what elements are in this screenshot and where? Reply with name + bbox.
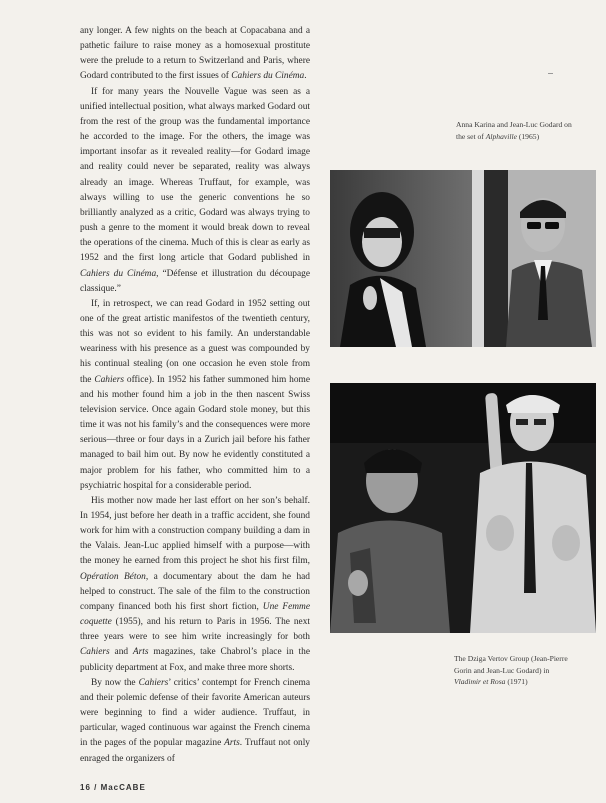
paragraph-4 [80,494,310,676]
photo-karina-godard [330,170,596,347]
photo-dziga-vertov-group [330,383,596,633]
caption-text: The Dziga Vertov Group (Jean-Pierre Gorin and Jean-Luc Godard) in [454,654,568,675]
paragraph-2 [80,85,310,297]
text-run: His mother now made her last effort on her son’s behalf. In 1954, just before her death in a traffic accident, she found work for him with a construction company building a dam in the Valais. Jean-Luc applied himself with a purpose—with the money he earned from this project he shot his first film, [80,495,310,567]
text-run: magazines, take Chabrol’s place in the publicity department at Fox, and make three more shorts. [80,647,311,673]
caption-text: Anna Karina and Jean-Luc Godard on the set of [456,120,572,141]
photo-karina-godard-image [330,170,596,347]
caption-year: (1971) [505,677,528,686]
caption-film-title: Alphaville [485,131,517,141]
text-run: and [109,647,133,658]
text-run: . Truffaut not only enraged the organizers of [80,738,310,764]
text-run: ’ critics’ contempt for French cinema and their polemic defense of their favorite American auteurs were beginning to find a wider audience. Truffaut, in particular, waged continuous war against the French cinema in the pages of the popular magazine [80,677,310,749]
paragraph-1 [80,24,310,85]
italic-title: Une Femme coquette [80,601,310,628]
text-run: . [304,71,307,82]
italic-title: Opération Béton [80,571,146,582]
page-folio: 16 / MacCABE [80,783,146,792]
text-run: (1955), and his return to Paris in 1956. The next three years were to see him write increasingly for both [80,617,310,643]
italic-title: Cahiers du Cinéma [80,268,157,279]
paragraph-3 [80,297,310,494]
text-run: , “Défense et illustration du découpage classique.” [80,268,311,294]
text-run: office). In 1952 his father summoned him home and his mother found him a job in the then nascent Swiss television service. Once again Godard stole money, but this time it was not his family’s and the consequences were more serious—three or four days in a Zurich jail before his father managed to bail him out. By now he evidently constituted a major problem for his father, who committed him to a psychiatric hospital for a considerable period. [80,374,310,491]
margin-mark [548,73,553,74]
photo-caption-alphaville [456,119,574,142]
text-run: If, in retrospect, we can read Godard in 1952 setting out one of the great artistic manifestos of the twentieth century, this was not so evident to his family. An understandable weariness with his presence as a guest was compounded by his continual stealing (on one occasion he even stole from the [80,298,310,385]
italic-title: Cahiers [80,647,110,658]
caption-year: (1965) [516,131,540,141]
italic-title: Cahiers [138,677,169,688]
paragraph-5 [80,676,310,767]
text-run: any longer. A few nights on the beach at Copacabana and a pathetic failure to raise money as a homosexual prostitute were the prelude to a return to Switzerland and Paris, where Godard contributed to the first issues of [80,26,310,82]
body-text-column [80,24,310,767]
italic-title: Cahiers du Cinéma [231,71,305,82]
caption-film-title: Vladimir et Rosa [454,677,506,686]
text-run: By now the [91,677,139,688]
italic-title: Arts [224,738,240,749]
italic-title: Cahiers [94,374,125,385]
text-run: If for many years the Nouvelle Vague was seen as a unified intellectual position, what always marked Godard out from the rest of the group was the fundamental importance he accorded to the image. For the others, the image was important insofar as it revealed reality—for Godard image and reality could never be separated, reality was always already an image. Whereas Truffaut, for example, was always willing to use the generic conventions he so brilliantly analyzed as a critic, Godard was always trying to push a genre to the moment it would break down to reveal the operations of the cinema. Much of this is clear as early as 1952 and the first long article that Godard published in [80,86,310,264]
text-run: , a documentary about the dam he had helped to construct. The sale of the film to the construction company financed both his first short fiction, [80,571,310,612]
italic-title: Arts [132,647,149,658]
photo-dziga-vertov-group-image [330,383,596,633]
photo-caption-vladimir-et-rosa [454,653,574,688]
